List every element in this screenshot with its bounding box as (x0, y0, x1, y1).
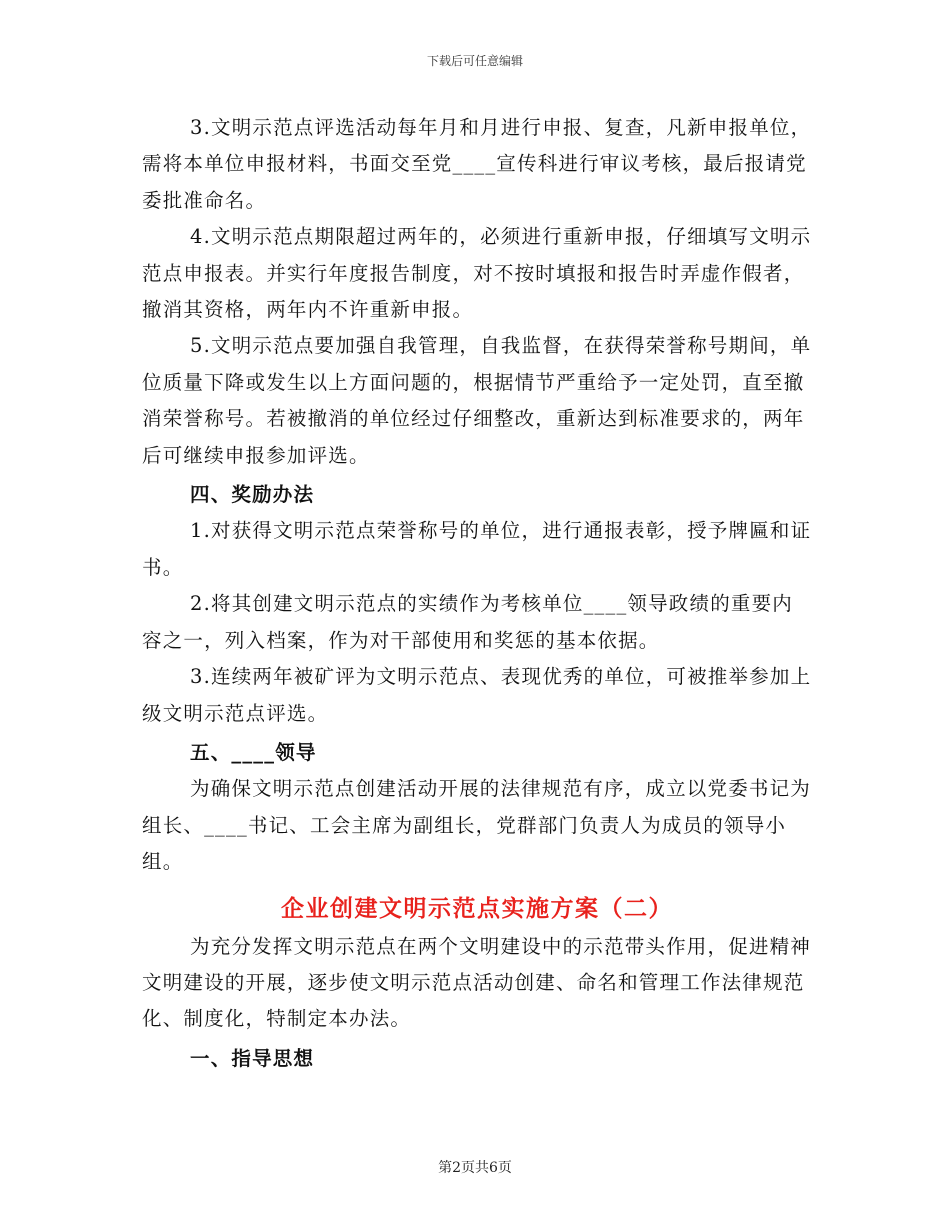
section-heading-guiding-thought: 一、指导思想 (190, 1046, 315, 1070)
reward-item-2: 2.将其创建文明示范点的实绩作为考核单位____领导政绩的重要内容之一，列入档案，作为对干部使用和奖惩的基本依据。 (142, 592, 794, 652)
section-heading-leadership: 五、____领导 (190, 740, 317, 764)
leadership-paragraph: 为确保文明示范点创建活动开展的法律规范有序，成立以党委书记为组长、____书记、工会主席为副组长，党群部门负责人为成员的领导小组。 (142, 777, 812, 874)
paragraph-3: 3.文明示范点评选活动每年月和月进行申报、复查，凡新申报单位，需将本单位申报材料，书面交至党____宣传科进行审议考核，最后报请党委批准命名。 (142, 116, 812, 212)
page-footer-number: 第2页共6页 (438, 1160, 512, 1176)
document-title: 企业创建文明示范点实施方案（二） (281, 894, 673, 922)
document-body (142, 110, 812, 1077)
page-header-note: 下载后可任意编辑 (426, 54, 523, 68)
reward-item-1: 1.对获得文明示范点荣誉称号的单位，进行通报表彰，授予牌匾和证书。 (142, 519, 812, 579)
intro-paragraph: 为充分发挥文明示范点在两个文明建设中的示范带头作用，促进精神文明建设的开展，逐步使文明示范点活动创建、命名和管理工作法律规范化、制度化，特制定本办法。 (142, 934, 812, 1031)
paragraph-5: 5.文明示范点要加强自我管理，自我监督，在获得荣誉称号期间，单位质量下降或发生以上方面问题的，根据情节严重给予一定处罚，直至撤消荣誉称号。若被撤消的单位经过仔细整改，重新达到标准要求的，两年后可继续申报参加评选。 (142, 334, 812, 467)
reward-item-3: 3.连续两年被矿评为文明示范点、表现优秀的单位，可被推举参加上级文明示范点评选。 (142, 665, 812, 725)
paragraph-4: 4.文明示范点期限超过两年的，必须进行重新申报，仔细填写文明示范点申报表。并实行年度报告制度，对不按时填报和报告时弄虚作假者，撤消其资格，两年内不许重新申报。 (142, 225, 812, 322)
section-heading-rewards: 四、奖励办法 (190, 483, 315, 507)
